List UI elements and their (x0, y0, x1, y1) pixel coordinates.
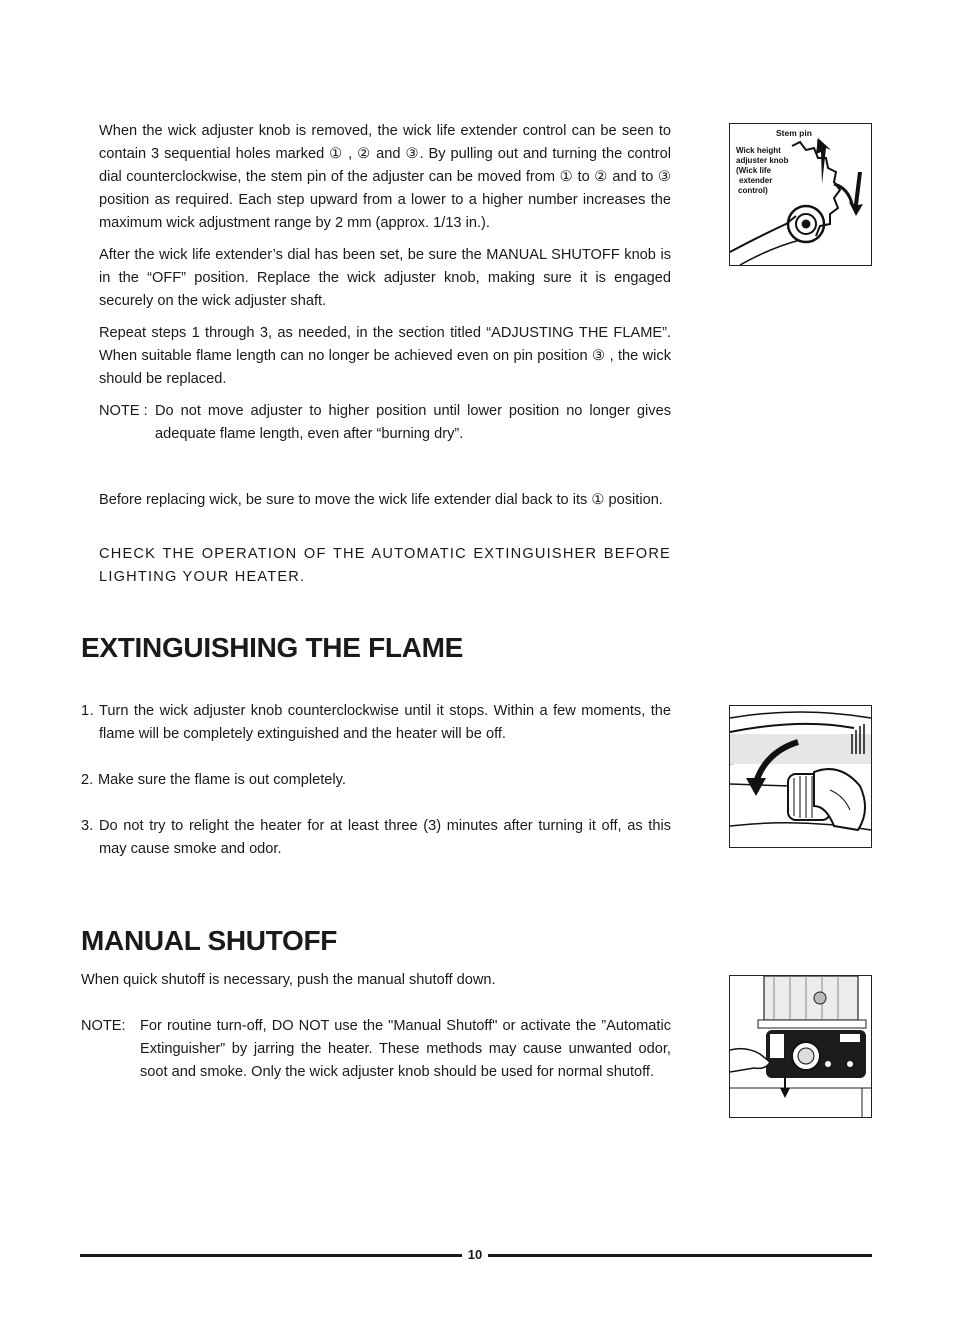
list-item-3 (81, 815, 671, 861)
fig-label-stem-pin: Stem pin (776, 128, 812, 138)
figure-turn-knob (729, 705, 872, 848)
list-text: Do not try to relight the heater for at least three (3) minutes after turning it off, as this may cause smoke and odor. (99, 818, 671, 857)
figure-wick-extender (729, 123, 872, 266)
list-number: 2. (81, 772, 94, 788)
shutoff-drawing (730, 976, 871, 1117)
fig-label-line1: Wick height (736, 146, 781, 155)
footer-rule-right (488, 1254, 872, 1257)
page-number: 10 (467, 1247, 483, 1262)
fig-label-line3: (Wick life (736, 166, 772, 175)
fig-label-line5: control) (738, 186, 768, 195)
list-number: 3. (81, 818, 94, 834)
paragraph-check-operation: CHECK THE OPERATION OF THE AUTOMATIC EXTINGUISHER BEFORE LIGHTING YOUR HEATER. (99, 546, 671, 585)
paragraph-before-replacing: Before replacing wick, be sure to move the wick life extender dial back to its ① position. (99, 492, 663, 508)
fig-label-line4: extender (739, 176, 773, 185)
footer-rule-left (80, 1254, 462, 1257)
rotate-up-arrow-icon (816, 138, 831, 184)
figure-manual-shutoff (729, 975, 872, 1118)
list-text: Turn the wick adjuster knob counterclockwise until it stops. Within a few moments, the flame will be completely extinguished and the heater will be off. (99, 703, 671, 742)
arrow-down-icon (849, 172, 863, 216)
knob-turn-drawing (730, 706, 871, 847)
paragraph-repeat-steps: Repeat steps 1 through 3, as needed, in the section titled “ADJUSTING THE FLAME”. When suitable flame length can no longer be achieved even on pin position ③ , the wick should be replaced. (99, 325, 671, 387)
list-item-2 (81, 769, 671, 792)
paragraph-wick-extender-holes: When the wick adjuster knob is removed, the wick life extender control can be seen to contain 3 sequential holes marked ① , ② and ③. By pulling out and turning the control dial counterclockwise, the stem pin of the adjuster can be moved from ① to ② and to ③ position as required. Each step upward from a lower to a higher number increases the maximum wick adjustment range by 2 mm (approx. 1/13 in.). (99, 123, 671, 231)
note-text: Do not move adjuster to higher position until lower position no longer gives adequate flame length, even after “burning dry”. (155, 403, 671, 442)
note-adjuster (99, 400, 671, 446)
note-routine-turnoff (81, 1015, 671, 1084)
note-label: NOTE : (99, 403, 148, 419)
fig-label-line2: adjuster knob (736, 156, 789, 165)
list-text: Make sure the flame is out completely. (98, 772, 346, 788)
note-text: For routine turn-off, DO NOT use the "Manual Shutoff" or activate the ”Automatic Extinguisher” by jarring the heater. These methods may cause unwanted odor, soot and smoke. Only the wick adjuster knob should be used for normal shutoff. (140, 1018, 671, 1080)
list-item-1 (81, 700, 671, 746)
heading-extinguishing: EXTINGUISHING THE FLAME (81, 632, 463, 663)
list-number: 1. (81, 703, 95, 719)
heading-manual-shutoff: MANUAL SHUTOFF (81, 925, 338, 956)
note-label: NOTE: (81, 1018, 126, 1034)
paragraph-quick-shutoff: When quick shutoff is necessary, push the manual shutoff down. (81, 972, 496, 988)
paragraph-dial-set: After the wick life extender’s dial has been set, be sure the MANUAL SHUTOFF knob is in the “OFF” position. Replace the wick adjuster knob, making sure it is engaged securely on the wick adjuster shaft. (99, 247, 671, 309)
